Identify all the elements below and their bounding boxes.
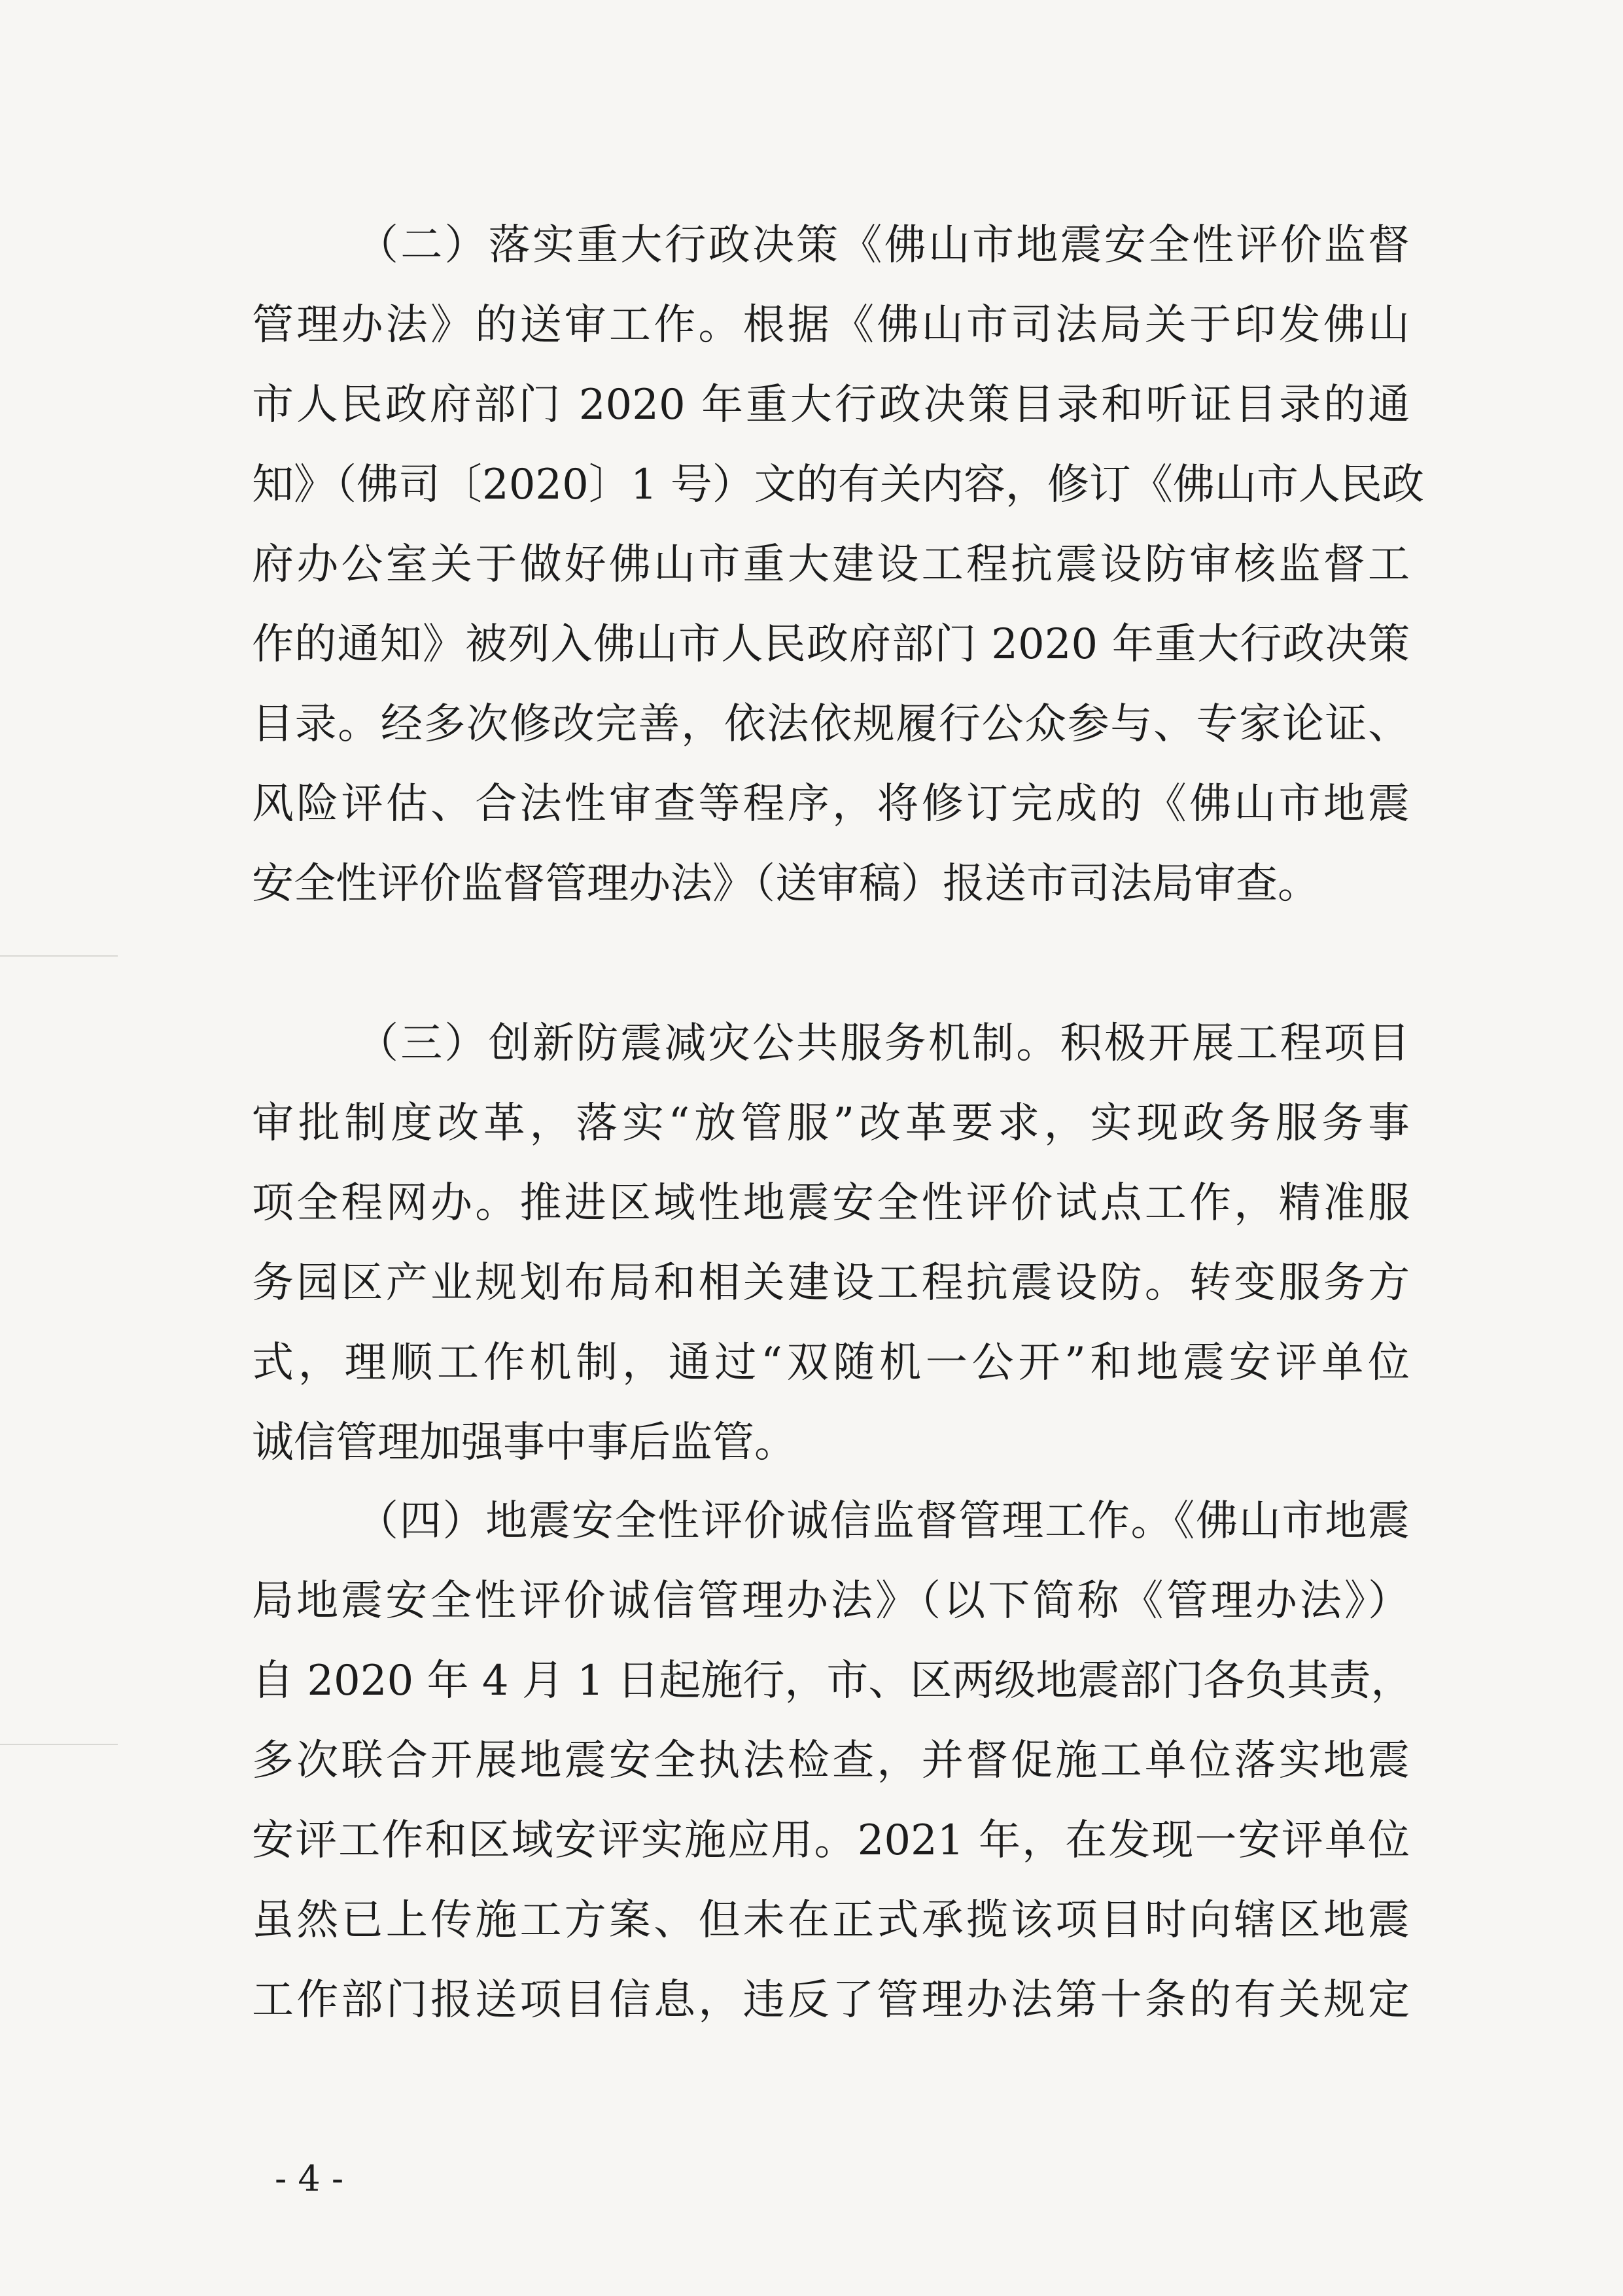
text-line: 审批制度改革，落实“放管服”改革要求，实现政务服务事 <box>252 1099 1410 1148</box>
text-line: 管理办法》的送审工作。根据《佛山市司法局关于印发佛山 <box>252 301 1410 349</box>
text-line: （三）创新防震减灾公共服务机制。积极开展工程项目 <box>357 1019 1410 1068</box>
scan-edge-mark <box>0 955 118 957</box>
text-line: （四）地震安全性评价诚信监督管理工作。《佛山市地震 <box>357 1497 1410 1545</box>
text-line: 府办公室关于做好佛山市重大建设工程抗震设防审核监督工 <box>252 540 1410 589</box>
text-line: 务园区产业规划布局和相关建设工程抗震设防。转变服务方 <box>252 1259 1410 1307</box>
text-line: 作的通知》被列入佛山市人民政府部门 2020 年重大行政决策 <box>252 620 1410 669</box>
text-line: 诚信管理加强事中事后监管。 <box>252 1419 796 1467</box>
text-line: 项全程网办。推进区域性地震安全性评价试点工作，精准服 <box>252 1179 1410 1227</box>
page-number: - 4 - <box>275 2158 344 2199</box>
scan-edge-mark <box>0 1744 118 1745</box>
text-line: 自 2020 年 4 月 1 日起施行，市、区两级地震部门各负其责， <box>252 1657 1413 1705</box>
text-line: 风险评估、合法性审查等程序，将修订完成的《佛山市地震 <box>252 780 1410 828</box>
text-line: 工作部门报送项目信息，违反了管理办法第十条的有关规定 <box>252 1976 1410 2024</box>
text-line: 安全性评价监督管理办法》（送审稿）报送市司法局审查。 <box>252 860 1319 908</box>
text-line: 安评工作和区域安评实施应用。2021 年，在发现一安评单位 <box>252 1816 1410 1865</box>
text-line: 知》（佛司〔2020〕1 号）文的有关内容，修订《佛山市人民政 <box>252 461 1424 509</box>
text-line: 多次联合开展地震安全执法检查，并督促施工单位落实地震 <box>252 1737 1410 1785</box>
text-line: 虽然已上传施工方案、但未在正式承揽该项目时向辖区地震 <box>252 1896 1410 1945</box>
text-line: （二）落实重大行政决策《佛山市地震安全性评价监督 <box>357 221 1410 270</box>
text-line: 目录。经多次修改完善，依法依规履行公众参与、专家论证、 <box>252 700 1410 749</box>
text-line: 市人民政府部门 2020 年重大行政决策目录和听证目录的通 <box>252 381 1410 429</box>
text-line: 局地震安全性评价诚信管理办法》（以下简称《管理办法》） <box>252 1577 1410 1625</box>
text-line: 式，理顺工作机制，通过“双随机一公开”和地震安评单位 <box>252 1339 1410 1387</box>
